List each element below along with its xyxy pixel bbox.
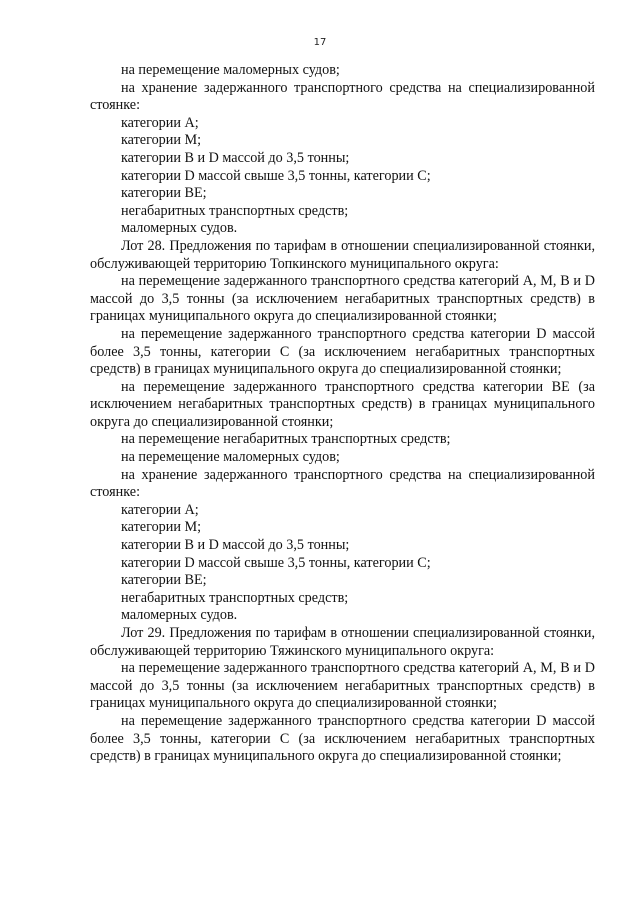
paragraph: на перемещение маломерных судов; — [121, 449, 340, 466]
paragraph: категории D массой свыше 3,5 тонны, категории C; — [121, 554, 431, 571]
paragraph: на перемещение негабаритных транспортных средств; — [121, 431, 451, 448]
paragraph: на перемещение задержанного транспортного средства категории BE (за исключением негабаритных транспортных средств) в границах муниципального округа до специализированной стоянки; — [90, 378, 595, 430]
paragraph: на хранение задержанного транспортного средства на специализированной стоянке: — [90, 79, 595, 114]
lot-heading: Лот 29. Предложения по тарифам в отношении специализированной стоянки, обслуживающей территорию Тяжинского муниципального округа: — [90, 625, 595, 659]
paragraph: маломерных судов. — [121, 607, 238, 624]
paragraph: на хранение задержанного транспортного средства на специализированной стоянке: — [90, 466, 595, 501]
lot-heading: Лот 28. Предложения по тарифам в отношении специализированной стоянки, обслуживающей территорию Топкинского муниципального округа: — [90, 237, 595, 272]
paragraph: категории A; — [121, 501, 199, 518]
paragraph: категории M; — [121, 519, 202, 536]
paragraph: категории BE; — [121, 185, 207, 202]
paragraph: на перемещение маломерных судов; — [121, 62, 340, 78]
page-number: 17 — [313, 37, 327, 48]
paragraph: категории A; — [121, 114, 199, 131]
paragraph: на перемещение задержанного транспортного средства категории D массой более 3,5 тонны, категории C (за исключением негабаритных транспортных средств) в границах муниципального округа до специализированной стоянки; — [90, 325, 595, 378]
paragraph: негабаритных транспортных средств; — [121, 589, 349, 606]
paragraph: категории BE; — [121, 572, 207, 589]
paragraph: категории B и D массой до 3,5 тонны; — [121, 149, 350, 166]
paragraph: на перемещение задержанного транспортного средства категории D массой более 3,5 тонны, категории C (за исключением негабаритных транспортных средств) в границах муниципального округа до специализированной стоянки; — [90, 712, 595, 765]
paragraph: на перемещение задержанного транспортного средства категорий A, M, B и D массой до 3,5 тонны (за исключением негабаритных транспортных средств) в границах муниципального округа до специализированной стоянки; — [90, 660, 595, 712]
paragraph: негабаритных транспортных средств; — [121, 202, 349, 219]
paragraph: маломерных судов. — [121, 220, 238, 237]
paragraph: категории M; — [121, 132, 202, 149]
paragraph: на перемещение задержанного транспортного средства категорий A, M, B и D массой до 3,5 тонны (за исключением негабаритных транспортных средств) в границах муниципального округа до специализированной стоянки; — [90, 273, 595, 325]
paragraph: категории D массой свыше 3,5 тонны, категории C; — [121, 167, 431, 184]
paragraph: категории B и D массой до 3,5 тонны; — [121, 537, 350, 554]
document-body — [90, 62, 595, 766]
